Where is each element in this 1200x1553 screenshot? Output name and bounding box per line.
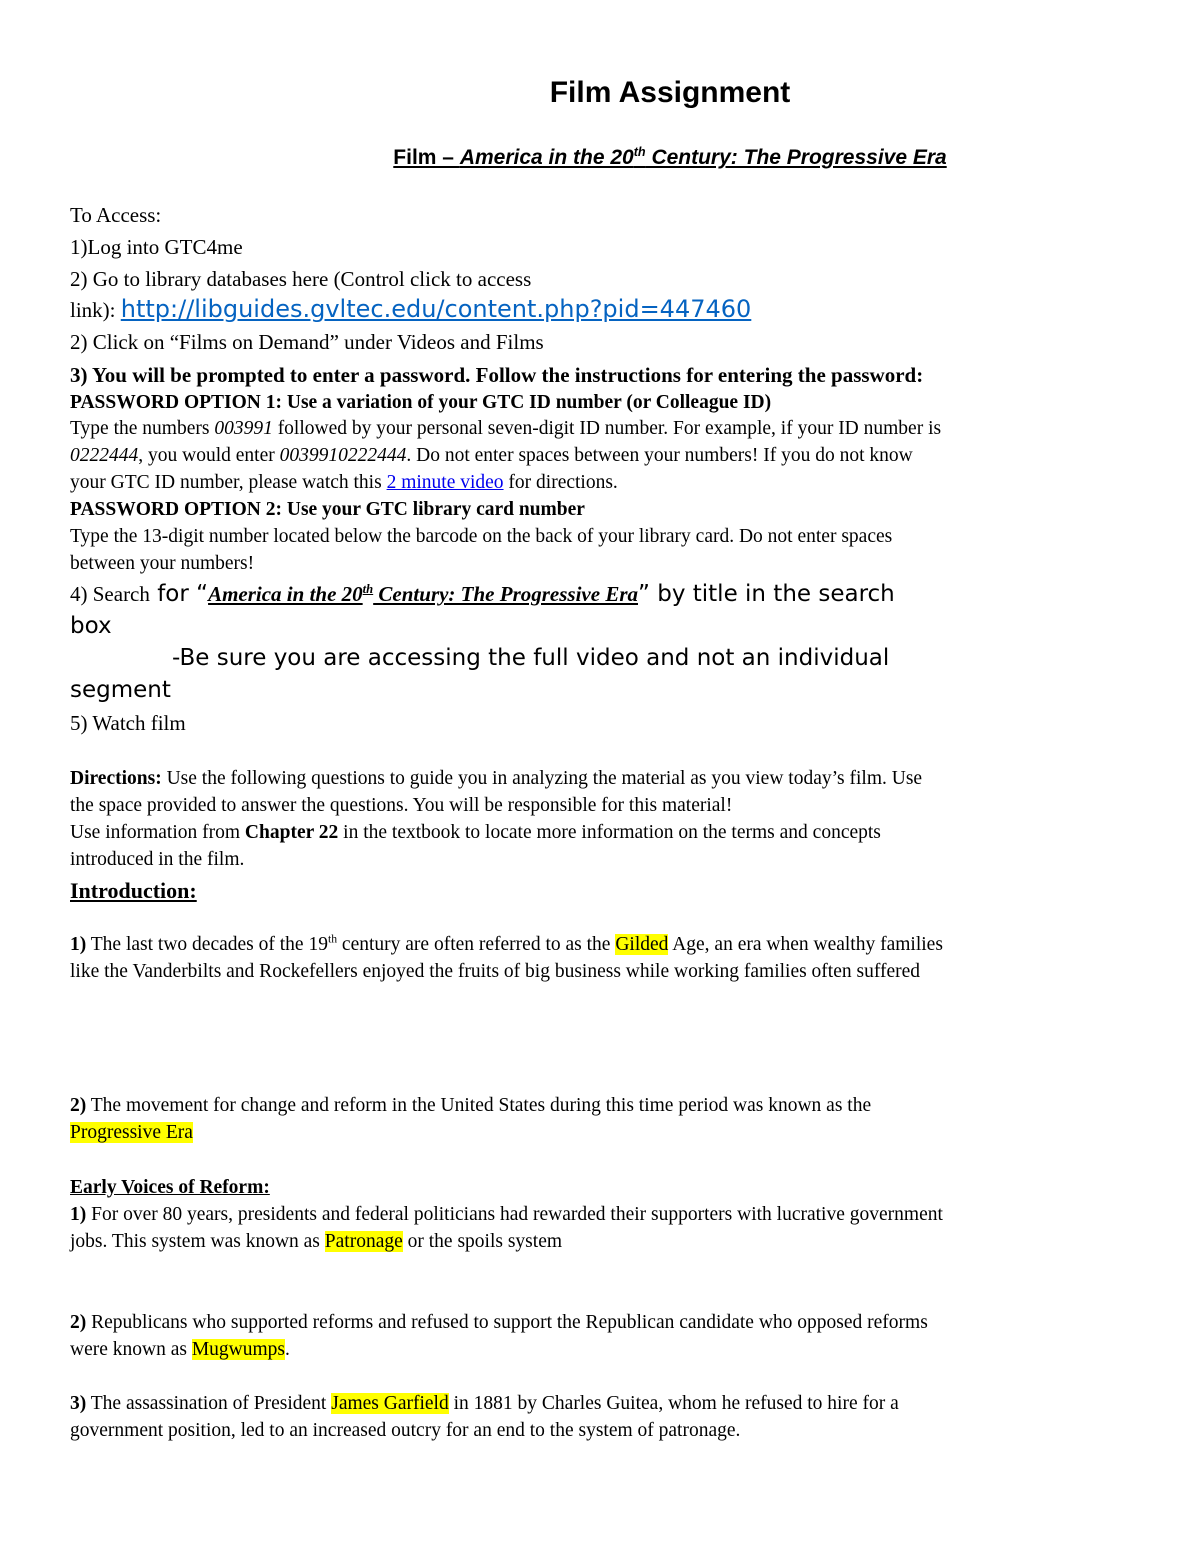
early-voices-question-1: 1) For over 80 years, presidents and federal politicians had rewarded their supporters with lucrative government [70,1204,943,1225]
intro-question-1: 1) The last two decades of the 19th century are often referred to as the Gilded Age, an era when wealthy families [70,932,943,955]
password-option-1-line-2: 0222444, you would enter 0039910222444. Do not enter spaces between your numbers! If you do not know [70,445,913,466]
password-option-2-line-2: between your numbers! [70,553,255,574]
access-step-2-films: 2) Click on “Films on Demand” under Videos and Films [70,330,544,354]
access-step-4-cont: box [70,613,112,639]
two-minute-video-link[interactable]: 2 minute video [386,472,504,493]
full-video-note-cont: segment [70,677,171,703]
early-voices-question-2: 2) Republicans who supported reforms and refused to support the Republican candidate who opposed reforms [70,1312,928,1333]
libguides-link[interactable]: http://libguides.gvltec.edu/content.php?pid=447460 [120,295,752,323]
answer-patronage: Patronage [324,1231,403,1252]
intro-question-1-cont: like the Vanderbilts and Rockefellers enjoyed the fruits of big business while working families often suffered [70,961,921,982]
directions-line-4: introduced in the film. [70,849,245,870]
password-option-1-line-3: your GTC ID number, please watch this 2 minute video for directions. [70,472,618,493]
answer-james-garfield: James Garfield [331,1393,449,1414]
early-voices-question-2-cont: were known as Mugwumps. [70,1339,290,1360]
password-option-1-line-1: Type the numbers 003991 followed by your personal seven-digit ID number. For example, if your ID number is [70,418,942,439]
password-option-2-heading: PASSWORD OPTION 2: Use your GTC library card number [70,499,585,520]
early-voices-heading: Early Voices of Reform: [70,1177,270,1198]
introduction-heading: Introduction: [70,878,197,903]
password-option-1-heading: PASSWORD OPTION 1: Use a variation of your GTC ID number (or Colleague ID) [70,392,772,413]
access-step-2: 2) Go to library databases here (Control click to access [70,267,532,291]
intro-question-2-cont [70,1122,193,1144]
directions-line-3: Use information from Chapter 22 in the textbook to locate more information on the terms and concepts [70,822,881,843]
directions-line-2: the space provided to answer the questions. You will be responsible for this material! [70,795,733,816]
early-voices-question-1-cont: jobs. This system was known as Patronage or the spoils system [70,1231,563,1252]
access-step-2-link-line: link): http://libguides.gvltec.edu/content.php?pid=447460 [70,295,752,323]
answer-mugwumps: Mugwumps [191,1339,286,1360]
access-step-5: 5) Watch film [70,711,186,735]
intro-question-2: 2) The movement for change and reform in the United States during this time period was known as the [70,1095,872,1116]
access-step-1: 1)Log into GTC4me [70,235,243,259]
access-heading: To Access: [70,203,162,227]
answer-gilded: Gilded [615,934,669,955]
answer-progressive-era: Progressive Era [70,1122,193,1143]
full-video-note: -Be sure you are accessing the full video and not an individual [172,645,890,671]
password-option-2-line-1: Type the 13-digit number located below the barcode on the back of your library card. Do not enter spaces [70,526,893,547]
film-subtitle: Film – America in the 20th Century: The Progressive Era [393,145,947,169]
early-voices-question-3: 3) The assassination of President James Garfield in 1881 by Charles Guitea, whom he refused to hire for a [70,1393,899,1414]
access-step-4: 4) Search for “America in the 20th Century: The Progressive Era” by title in the search [70,581,895,607]
page-title: Film Assignment [549,76,791,109]
access-step-3: 3) You will be prompted to enter a password. Follow the instructions for entering the password: [70,363,924,387]
early-voices-question-3-cont: government position, led to an increased outcry for an end to the system of patronage. [70,1420,741,1441]
directions-line-1: Directions: Use the following questions to guide you in analyzing the material as you view today’s film. Use [70,768,923,789]
